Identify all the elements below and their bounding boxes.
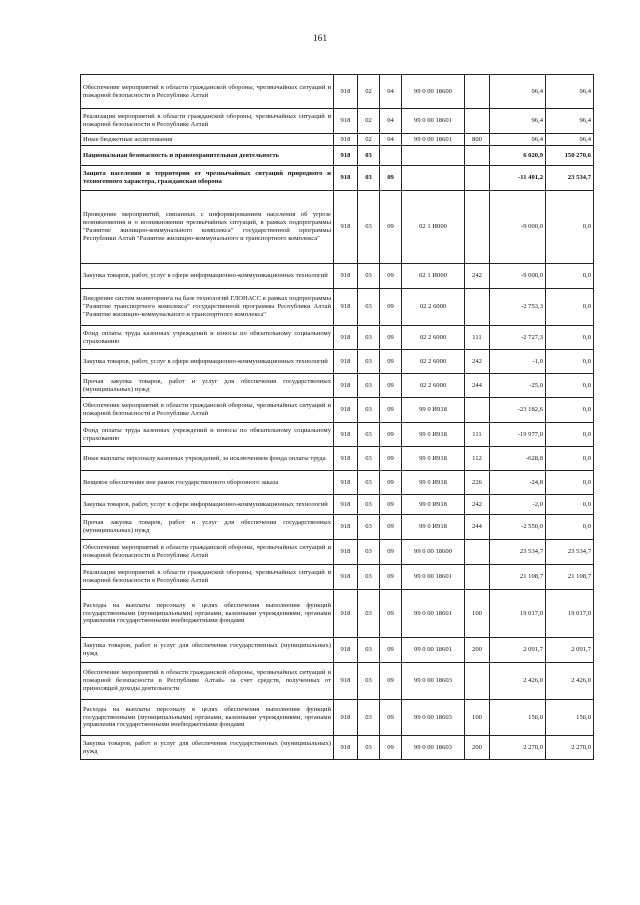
row-sum-2: 0,0 xyxy=(546,326,594,350)
row-section: 03 xyxy=(358,736,380,760)
row-sum-1: 96,4 xyxy=(490,134,546,146)
row-section: 03 xyxy=(358,565,380,590)
row-code: 918 xyxy=(334,134,358,146)
row-expense-type: 800 xyxy=(465,134,490,146)
row-sum-2: 2 270,0 xyxy=(546,736,594,760)
row-target-article: 02 2 6000 xyxy=(402,289,465,326)
row-subsection: 09 xyxy=(380,700,402,736)
table-row xyxy=(81,471,594,495)
row-subsection: 09 xyxy=(380,736,402,760)
row-expense-type: 100 xyxy=(465,590,490,638)
page-number: 161 xyxy=(312,34,328,44)
row-sum-2: 0,0 xyxy=(546,191,594,264)
row-expense-type: 112 xyxy=(465,447,490,471)
row-expense-type xyxy=(465,75,490,109)
row-subsection: 09 xyxy=(380,398,402,423)
row-sum-2: 2 091,7 xyxy=(546,638,594,663)
row-target-article: 99 0 00 18603 xyxy=(402,700,465,736)
row-sum-1: -628,8 xyxy=(490,447,546,471)
table-row xyxy=(81,350,594,374)
table-row xyxy=(81,398,594,423)
row-target-article: 99 0 00 18600 xyxy=(402,540,465,565)
row-code: 918 xyxy=(334,289,358,326)
row-target-article xyxy=(402,166,465,191)
row-section: 03 xyxy=(358,590,380,638)
row-sum-1: 96,4 xyxy=(490,75,546,109)
row-sum-2: 0,0 xyxy=(546,515,594,540)
row-subsection: 09 xyxy=(380,289,402,326)
row-sum-2: 150 270,6 xyxy=(546,146,594,166)
row-target-article: 99 0 00 18601 xyxy=(402,638,465,663)
table-row xyxy=(81,663,594,700)
table-row xyxy=(81,638,594,663)
row-code: 918 xyxy=(334,166,358,191)
row-target-article: 99 0 00 18600 xyxy=(402,75,465,109)
row-name: Обеспечение мероприятий в области гражданской обороны, чрезвычайных ситуаций и пожарной безопасности в Республике Алтай xyxy=(81,75,334,109)
row-sum-1: -24,8 xyxy=(490,471,546,495)
row-expense-type: 226 xyxy=(465,471,490,495)
row-code: 918 xyxy=(334,75,358,109)
row-target-article: 02 2 6000 xyxy=(402,350,465,374)
row-name: Закупка товаров, работ и услуг для обеспечения государственных (муниципальных) нужд xyxy=(81,736,334,760)
row-sum-1: -2 753,3 xyxy=(490,289,546,326)
row-name: Обеспечение мероприятий в области гражданской обороны, чрезвычайных ситуаций и пожарной безопасности в Республике Алтай» за счет средств, полученных от приносящей доходы деятельности xyxy=(81,663,334,700)
row-subsection: 09 xyxy=(380,423,402,447)
row-section: 03 xyxy=(358,471,380,495)
row-code: 918 xyxy=(334,374,358,398)
row-target-article: 99 0 И918 xyxy=(402,398,465,423)
row-target-article: 99 0 И918 xyxy=(402,515,465,540)
row-name: Проведение мероприятий, связанных с информированием населения об угрозе возникновения и о возникновении чрезвычайных ситуаций, в рамках подпрограммы "Развитие жилищно-коммунального комплекса" государственной программы Республики Алтай "Развитие жилищно-коммунального и транспортного комплекса" xyxy=(81,191,334,264)
row-name: Национальная безопасность и правоохранительная деятельность xyxy=(81,146,334,166)
row-expense-type xyxy=(465,166,490,191)
row-section: 03 xyxy=(358,289,380,326)
row-expense-type xyxy=(465,663,490,700)
row-sum-2: 0,0 xyxy=(546,374,594,398)
row-name: Закупка товаров, работ, услуг в сфере информационно-коммуникационных технологий xyxy=(81,495,334,515)
row-section: 03 xyxy=(358,398,380,423)
row-code: 918 xyxy=(334,423,358,447)
table-row xyxy=(81,166,594,191)
budget-table xyxy=(80,74,594,760)
table-row xyxy=(81,134,594,146)
row-code: 918 xyxy=(334,663,358,700)
row-code: 918 xyxy=(334,590,358,638)
row-sum-2: 23 534,7 xyxy=(546,540,594,565)
row-name: Обеспечение мероприятий в области гражданской обороны, чрезвычайных ситуаций и пожарной безопасности в Республике Алтай xyxy=(81,398,334,423)
row-expense-type: 244 xyxy=(465,515,490,540)
row-sum-2: 2 426,0 xyxy=(546,663,594,700)
row-code: 918 xyxy=(334,146,358,166)
row-sum-1: 156,0 xyxy=(490,700,546,736)
row-section: 03 xyxy=(358,166,380,191)
row-target-article: 99 0 И918 xyxy=(402,471,465,495)
row-code: 918 xyxy=(334,447,358,471)
row-section: 03 xyxy=(358,700,380,736)
row-code: 918 xyxy=(334,398,358,423)
row-name: Вещевое обеспечение вне рамок государственного оборонного заказа xyxy=(81,471,334,495)
row-subsection: 09 xyxy=(380,326,402,350)
row-code: 918 xyxy=(334,471,358,495)
row-expense-type xyxy=(465,540,490,565)
row-sum-1: -19 977,0 xyxy=(490,423,546,447)
row-sum-2: 0,0 xyxy=(546,447,594,471)
row-code: 918 xyxy=(334,565,358,590)
row-section: 02 xyxy=(358,134,380,146)
table-row xyxy=(81,590,594,638)
row-section: 03 xyxy=(358,374,380,398)
table-row xyxy=(81,423,594,447)
table-row xyxy=(81,191,594,264)
row-sum-1: 2 091,7 xyxy=(490,638,546,663)
row-subsection: 09 xyxy=(380,191,402,264)
row-sum-1: -9 000,0 xyxy=(490,191,546,264)
row-name: Реализация мероприятий в области гражданской обороны, чрезвычайных ситуаций и пожарной безопасности в Республике Алтай xyxy=(81,109,334,134)
row-section: 03 xyxy=(358,447,380,471)
row-subsection: 09 xyxy=(380,166,402,191)
row-section: 03 xyxy=(358,540,380,565)
table-row xyxy=(81,109,594,134)
row-target-article: 02 1 И000 xyxy=(402,191,465,264)
row-section: 03 xyxy=(358,146,380,166)
table-row xyxy=(81,146,594,166)
row-sum-2: 0,0 xyxy=(546,350,594,374)
row-sum-2: 21 108,7 xyxy=(546,565,594,590)
row-section: 03 xyxy=(358,326,380,350)
row-target-article: 99 0 00 18601 xyxy=(402,134,465,146)
row-name: Обеспечение мероприятий в области гражданской обороны, чрезвычайных ситуаций и пожарной безопасности в Республике Алтай xyxy=(81,540,334,565)
row-code: 918 xyxy=(334,326,358,350)
row-code: 918 xyxy=(334,736,358,760)
table-row xyxy=(81,565,594,590)
row-target-article: 99 0 И918 xyxy=(402,447,465,471)
row-target-article: 02 2 6000 xyxy=(402,326,465,350)
row-expense-type: 111 xyxy=(465,326,490,350)
row-sum-1: -11 401,2 xyxy=(490,166,546,191)
row-expense-type xyxy=(465,191,490,264)
row-target-article xyxy=(402,146,465,166)
row-sum-1: -9 000,0 xyxy=(490,264,546,289)
row-expense-type: 242 xyxy=(465,264,490,289)
row-name: Фонд оплаты труда казенных учреждений и взносы по обязательному социальному страхованию xyxy=(81,326,334,350)
row-sum-1: 19 017,0 xyxy=(490,590,546,638)
row-section: 03 xyxy=(358,423,380,447)
row-sum-2: 0,0 xyxy=(546,264,594,289)
row-target-article: 99 0 И918 xyxy=(402,495,465,515)
row-target-article: 02 1 И000 xyxy=(402,264,465,289)
row-sum-2: 156,0 xyxy=(546,700,594,736)
row-expense-type: 111 xyxy=(465,423,490,447)
row-sum-1: 6 020,9 xyxy=(490,146,546,166)
row-code: 918 xyxy=(334,638,358,663)
row-sum-2: 23 534,7 xyxy=(546,166,594,191)
row-sum-1: -1,0 xyxy=(490,350,546,374)
row-sum-1: 96,4 xyxy=(490,109,546,134)
row-section: 03 xyxy=(358,515,380,540)
row-code: 918 xyxy=(334,495,358,515)
row-sum-2: 96,4 xyxy=(546,134,594,146)
row-sum-1: 2 270,0 xyxy=(490,736,546,760)
row-name: Реализация мероприятий в области гражданской обороны, чрезвычайных ситуаций и пожарной безопасности в Республике Алтай xyxy=(81,565,334,590)
row-expense-type: 242 xyxy=(465,495,490,515)
row-subsection xyxy=(380,146,402,166)
row-code: 918 xyxy=(334,515,358,540)
row-section: 03 xyxy=(358,495,380,515)
row-sum-1: -23 182,6 xyxy=(490,398,546,423)
row-section: 03 xyxy=(358,638,380,663)
row-target-article: 99 0 00 18603 xyxy=(402,736,465,760)
row-target-article: 99 0 00 18603 xyxy=(402,663,465,700)
row-sum-2: 96,4 xyxy=(546,75,594,109)
row-section: 03 xyxy=(358,191,380,264)
row-name: Фонд оплаты труда казенных учреждений и взносы по обязательному социальному страхованию xyxy=(81,423,334,447)
row-expense-type: 242 xyxy=(465,350,490,374)
row-expense-type: 200 xyxy=(465,638,490,663)
table-row xyxy=(81,75,594,109)
row-sum-2: 96,4 xyxy=(546,109,594,134)
row-section: 03 xyxy=(358,264,380,289)
row-name: Расходы на выплаты персоналу в целях обеспечения выполнения функций государственными (муниципальными) органами, казенными учреждениями, органами управления государственными внебюджетными фондами xyxy=(81,700,334,736)
row-expense-type: 200 xyxy=(465,736,490,760)
row-code: 918 xyxy=(334,109,358,134)
table-row xyxy=(81,736,594,760)
row-section: 02 xyxy=(358,109,380,134)
row-sum-1: 2 426,0 xyxy=(490,663,546,700)
row-sum-2: 0,0 xyxy=(546,471,594,495)
row-expense-type: 244 xyxy=(465,374,490,398)
row-code: 918 xyxy=(334,540,358,565)
row-target-article: 02 2 6000 xyxy=(402,374,465,398)
row-sum-2: 0,0 xyxy=(546,398,594,423)
row-subsection: 04 xyxy=(380,134,402,146)
row-sum-2: 19 017,0 xyxy=(546,590,594,638)
row-subsection: 09 xyxy=(380,447,402,471)
row-subsection: 09 xyxy=(380,638,402,663)
row-expense-type: 100 xyxy=(465,700,490,736)
row-subsection: 09 xyxy=(380,264,402,289)
row-subsection: 09 xyxy=(380,565,402,590)
row-expense-type xyxy=(465,565,490,590)
row-subsection: 09 xyxy=(380,590,402,638)
row-name: Прочая закупка товаров, работ и услуг для обеспечения государственных (муниципальных) нужд xyxy=(81,515,334,540)
row-sum-1: 21 108,7 xyxy=(490,565,546,590)
row-expense-type xyxy=(465,289,490,326)
row-name: Закупка товаров, работ и услуг для обеспечения государственных (муниципальных) нужд xyxy=(81,638,334,663)
budget-table-body xyxy=(81,75,594,760)
table-row xyxy=(81,374,594,398)
row-target-article: 99 0 И918 xyxy=(402,423,465,447)
row-expense-type xyxy=(465,398,490,423)
row-subsection: 09 xyxy=(380,374,402,398)
row-target-article: 99 0 00 18601 xyxy=(402,565,465,590)
table-row xyxy=(81,326,594,350)
table-row xyxy=(81,289,594,326)
row-expense-type xyxy=(465,146,490,166)
row-sum-1: -25,0 xyxy=(490,374,546,398)
row-sum-2: 0,0 xyxy=(546,495,594,515)
row-subsection: 09 xyxy=(380,495,402,515)
row-target-article: 99 0 00 18601 xyxy=(402,109,465,134)
row-name: Защита населения и территории от чрезвычайных ситуаций природного и техногенного характера, гражданская оборона xyxy=(81,166,334,191)
table-row xyxy=(81,540,594,565)
row-name: Внедрение систем мониторинга на базе технологий ГЛОНАСС в рамках подпрограммы "Развитие транспортного комплекса" государственной программы Республики Алтай "Развитие жилищно-коммунального и транспортного комплекса" xyxy=(81,289,334,326)
row-subsection: 09 xyxy=(380,515,402,540)
row-subsection: 09 xyxy=(380,663,402,700)
row-subsection: 09 xyxy=(380,540,402,565)
row-name: Расходы на выплаты персоналу в целях обеспечения выполнения функций государственными (муниципальными) органами, казенными учреждениями, органами управления государственными внебюджетными фондами xyxy=(81,590,334,638)
row-name: Закупка товаров, работ, услуг в сфере информационно-коммуникационных технологий xyxy=(81,264,334,289)
row-subsection: 09 xyxy=(380,471,402,495)
row-code: 918 xyxy=(334,264,358,289)
row-code: 918 xyxy=(334,350,358,374)
row-section: 03 xyxy=(358,663,380,700)
row-sum-1: -2,0 xyxy=(490,495,546,515)
table-row xyxy=(81,447,594,471)
row-name: Закупка товаров, работ, услуг в сфере информационно-коммуникационных технологий xyxy=(81,350,334,374)
row-sum-2: 0,0 xyxy=(546,289,594,326)
row-name: Прочая закупка товаров, работ и услуг для обеспечения государственных (муниципальных) нужд xyxy=(81,374,334,398)
row-sum-2: 0,0 xyxy=(546,423,594,447)
table-row xyxy=(81,495,594,515)
table-row xyxy=(81,264,594,289)
row-code: 918 xyxy=(334,191,358,264)
row-sum-1: -2 550,0 xyxy=(490,515,546,540)
row-sum-1: -2 727,3 xyxy=(490,326,546,350)
row-name: Иные бюджетные ассигнования xyxy=(81,134,334,146)
row-expense-type xyxy=(465,109,490,134)
row-target-article: 99 0 00 18601 xyxy=(402,590,465,638)
table-row xyxy=(81,515,594,540)
row-subsection: 09 xyxy=(380,350,402,374)
row-sum-1: 23 534,7 xyxy=(490,540,546,565)
row-code: 918 xyxy=(334,700,358,736)
row-name: Иные выплаты персоналу казенных учреждений, за исключением фонда оплаты труда xyxy=(81,447,334,471)
row-subsection: 04 xyxy=(380,75,402,109)
row-subsection: 04 xyxy=(380,109,402,134)
row-section: 02 xyxy=(358,75,380,109)
row-section: 03 xyxy=(358,350,380,374)
table-row xyxy=(81,700,594,736)
